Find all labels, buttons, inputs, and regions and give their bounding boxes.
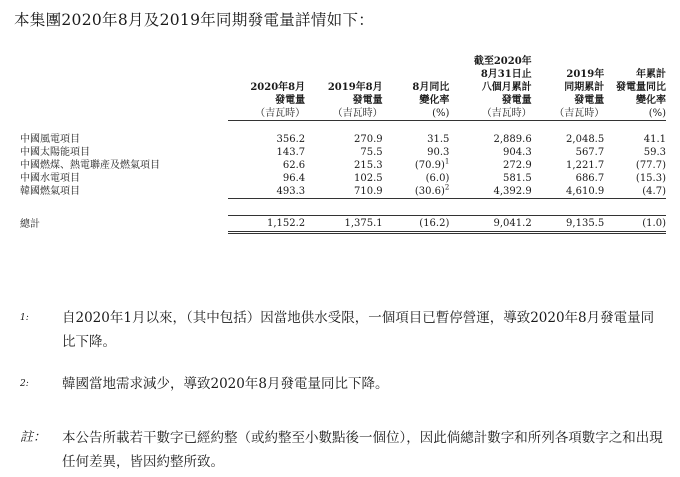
remark-note	[20, 426, 670, 476]
cell: 4,610.9	[532, 185, 605, 199]
total-cell: 9,041.2	[449, 216, 531, 233]
cell-with-footnote: $(30.6)^2$	[383, 185, 450, 199]
cell: 493.3	[228, 185, 306, 199]
footnote-1	[20, 306, 670, 356]
footnote-marker: 2:	[20, 379, 29, 389]
header-ytd-2020: 截至2020年 8月31日止 八個月累計 發電量 （吉瓦時）	[449, 55, 531, 121]
cell: 2,889.6	[493, 134, 532, 145]
cell: 567.7	[575, 147, 605, 158]
cell: 59.3	[643, 147, 666, 158]
cell: (15.3)	[635, 173, 666, 184]
cell: 143.7	[276, 147, 306, 158]
footnote-ref: 2	[444, 183, 450, 192]
total-cell: (1.0)	[604, 216, 666, 233]
cell: 581.5	[503, 173, 532, 184]
table-row	[20, 159, 666, 172]
header-blank	[20, 55, 228, 121]
header-aug-yoy: 8月同比 變化率 (%)	[383, 55, 450, 121]
footnote-2	[20, 372, 670, 398]
table-row	[20, 172, 666, 185]
total-label: 總計	[20, 218, 40, 230]
cell: 96.4	[282, 173, 306, 184]
table-header-row	[20, 55, 666, 121]
cell: 102.5	[354, 173, 383, 184]
cell: 710.9	[305, 185, 383, 199]
table-row	[20, 133, 666, 146]
row-label: 中國太陽能項目	[20, 147, 90, 158]
total-row	[20, 216, 666, 233]
remark-marker: 註：	[20, 430, 47, 445]
cell: (77.7)	[635, 160, 666, 171]
total-cell: 1,152.2	[228, 216, 306, 233]
total-cell: 1,375.1	[305, 216, 383, 233]
footnote-text: 韓國當地需求減少，導致2020年8月發電量同比下降。	[62, 376, 389, 392]
cell: (6.0)	[425, 173, 450, 184]
cell: 41.1	[643, 134, 666, 145]
cell: 1,221.7	[566, 160, 605, 171]
footnote-marker: 1:	[20, 313, 29, 323]
header-aug-2020: 2020年8月 發電量 （吉瓦時）	[228, 55, 306, 121]
cell: 272.9	[503, 160, 532, 171]
cell: 686.7	[575, 173, 605, 184]
total-cell: (16.2)	[383, 216, 450, 233]
header-aug-2019: 2019年8月 發電量 （吉瓦時）	[305, 55, 383, 121]
row-label: 中國燃煤、熱電聯產及燃氣項目	[20, 160, 160, 171]
cell: 4,392.9	[449, 185, 531, 199]
row-label: 中國風電項目	[20, 134, 80, 145]
cell-with-footnote: $(70.9)^1$	[414, 157, 450, 171]
cell: 356.2	[276, 134, 306, 145]
cell: 31.5	[427, 134, 450, 145]
table-row	[20, 146, 666, 159]
cell: 215.3	[354, 160, 383, 171]
table-row	[20, 185, 666, 199]
cell: 90.3	[427, 147, 450, 158]
intro-text: 本集團2020年8月及2019年同期發電量詳情如下：	[14, 11, 375, 29]
footnote-text: 自2020年1月以來，（其中包括）因當地供水受限，一個項目已暫停營運，導致2020年8月發電量同比下降。	[62, 310, 655, 350]
cell: (4.7)	[604, 185, 666, 199]
cell: 75.5	[360, 147, 383, 158]
header-ytd-yoy: 年累計 發電量同比 變化率 (%)	[604, 55, 666, 121]
row-label: 韓國燃氣項目	[20, 186, 80, 198]
total-cell: 9,135.5	[532, 216, 605, 233]
row-label: 中國水電項目	[20, 173, 80, 184]
cell: 904.3	[503, 147, 532, 158]
header-ytd-2019: 2019年 同期累計 發電量 （吉瓦時）	[532, 55, 605, 121]
generation-table	[20, 55, 666, 234]
cell: 270.9	[354, 134, 383, 145]
remark-text: 本公告所載若干數字已經約整（或約整至小數點後一個位），因此倘總計數字和所列各項數字之和出現任何差異，皆因約整所致。	[62, 430, 663, 470]
footnote-ref: 1	[444, 157, 450, 166]
cell: 2,048.5	[566, 134, 605, 145]
cell: 62.6	[282, 160, 306, 171]
